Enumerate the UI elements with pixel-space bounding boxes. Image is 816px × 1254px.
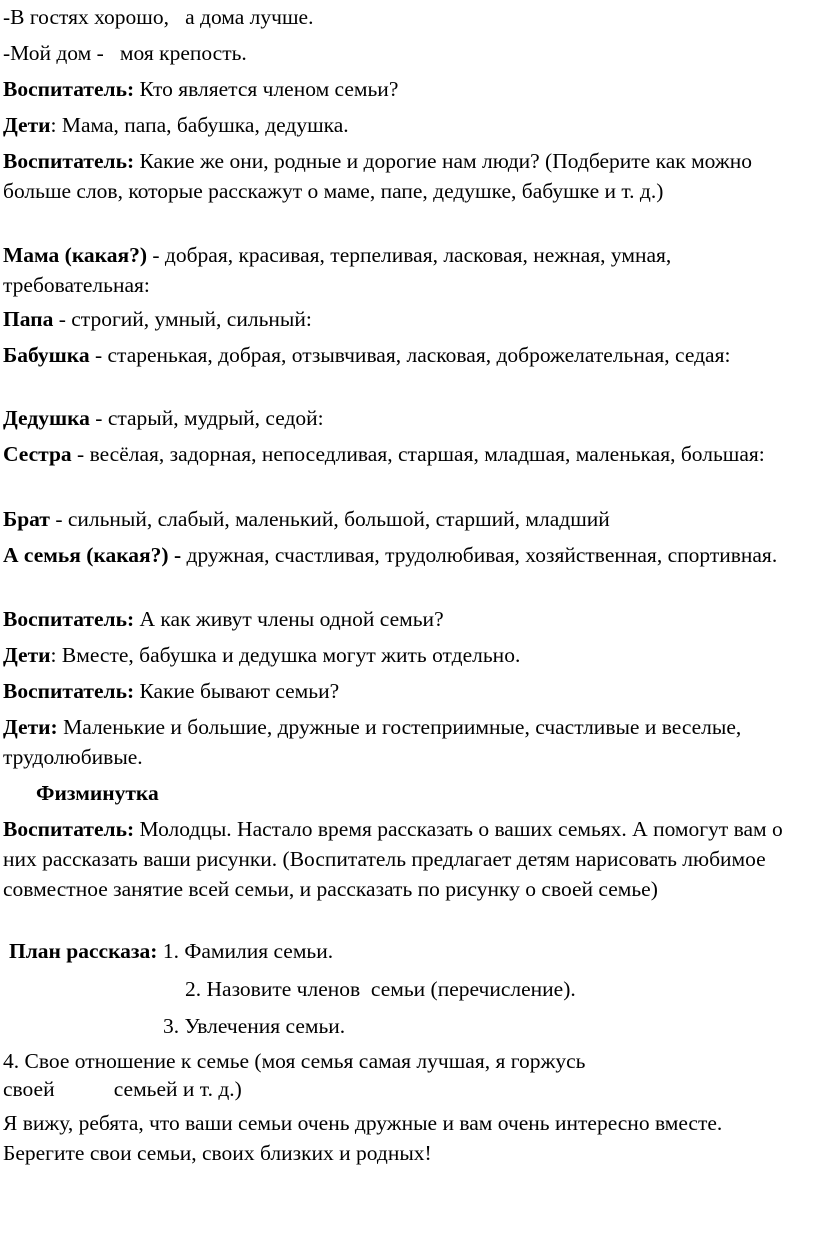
speaker-label: Дети [3, 643, 51, 667]
story-plan-item-2: 2. Назовите членов семьи (перечисление). [185, 977, 576, 1001]
proverb-2: -Мой дом - моя крепость. [3, 41, 247, 65]
plan-label: План рассказа: [9, 939, 158, 963]
section-heading-text: Физминутка [36, 781, 159, 805]
paragraph-text: Кто является членом семьи? [134, 77, 399, 101]
paragraph-educator-question [3, 74, 803, 104]
speaker-label: Воспитатель: [3, 817, 135, 841]
paragraph-text: : Мама, папа, бабушка, дедушка. [50, 113, 349, 137]
paragraph-text: А как живут члены одной семьи? [134, 607, 444, 631]
paragraph-dad [3, 304, 803, 334]
closing-paragraph: Я вижу, ребята, что ваши семьи очень дружные и вам очень интересно вместе. Берегите свои семьи, своих близких и родных! [3, 1111, 723, 1165]
proverb-1: -В гостях хорошо, а дома лучше. [3, 5, 314, 29]
speaker-label: Воспитатель: [3, 149, 135, 173]
paragraph-text: Какие же они, родные и дорогие нам люди? (Подберите как можно больше слов, которые расскажут о маме, папе, дедушке, бабушке и т. д.) [3, 149, 752, 203]
paragraph-children-answer [3, 640, 803, 670]
story-plan-item-4-line1: 4. Свое отношение к семье (моя семья самая лучшая, я горжусь [3, 1049, 586, 1073]
term-label: Брат [3, 507, 50, 531]
paragraph-text: - строгий, умный, сильный: [53, 307, 312, 331]
story-plan-item-3: 3. Увлечения семьи. [163, 1014, 346, 1038]
paragraph-text: Маленькие и большие, дружные и гостеприимные, счастливые и веселые, трудолюбивые. [3, 715, 742, 769]
paragraph-educator-question [3, 676, 803, 706]
paragraph-children-answer [3, 110, 803, 140]
section-heading [36, 778, 159, 808]
speaker-label: Воспитатель: [3, 77, 135, 101]
speaker-label: Дети [3, 113, 51, 137]
paragraph-children-answer [3, 712, 803, 772]
paragraph-mom [3, 240, 803, 300]
paragraph-text: - старенькая, добрая, отзывчивая, ласковая, доброжелательная, седая: [89, 343, 731, 367]
term-label: Папа [3, 307, 54, 331]
paragraph-sister [3, 439, 803, 469]
paragraph-grandpa [3, 403, 803, 433]
paragraph-brother [3, 504, 803, 534]
paragraph-educator-question [3, 146, 803, 206]
plan-item-text: 1. Фамилия семьи. [157, 939, 334, 963]
paragraph-text: : Вместе, бабушка и дедушка могут жить отдельно. [50, 643, 521, 667]
paragraph-educator-instruction [3, 814, 803, 904]
speaker-label: Воспитатель: [3, 607, 135, 631]
paragraph-text: - старый, мудрый, седой: [89, 406, 324, 430]
paragraph-text: Молодцы. Настало время рассказать о ваших семьях. А помогут вам о них рассказать ваши рисунки. (Воспитатель предлагает детям нарисовать любимое совместное занятие всей семьи, и рассказать по рисунку о своей семье) [3, 817, 783, 901]
story-plan-item-1 [9, 936, 333, 966]
paragraph-educator-question [3, 604, 803, 634]
speaker-label: Воспитатель: [3, 679, 135, 703]
paragraph-text: Какие бывают семьи? [134, 679, 340, 703]
paragraph-grandma [3, 340, 803, 370]
term-label: Дедушка [3, 406, 90, 430]
paragraph-family [3, 540, 803, 570]
term-label: Мама (какая?) [3, 243, 147, 267]
term-label: А семья (какая?) - [3, 543, 182, 567]
paragraph-text: - добрая, красивая, терпеливая, ласковая, нежная, умная, требовательная: [3, 243, 672, 297]
story-plan-item-4-line2: своей семьей и т. д.) [3, 1077, 242, 1101]
paragraph-text: - весёлая, задорная, непоседливая, старшая, младшая, маленькая, большая: [71, 442, 765, 466]
paragraph-text: - сильный, слабый, маленький, большой, старший, младший [49, 507, 610, 531]
speaker-label: Дети: [3, 715, 58, 739]
paragraph-text: дружная, счастливая, трудолюбивая, хозяйственная, спортивная. [181, 543, 778, 567]
term-label: Сестра [3, 442, 72, 466]
term-label: Бабушка [3, 343, 90, 367]
